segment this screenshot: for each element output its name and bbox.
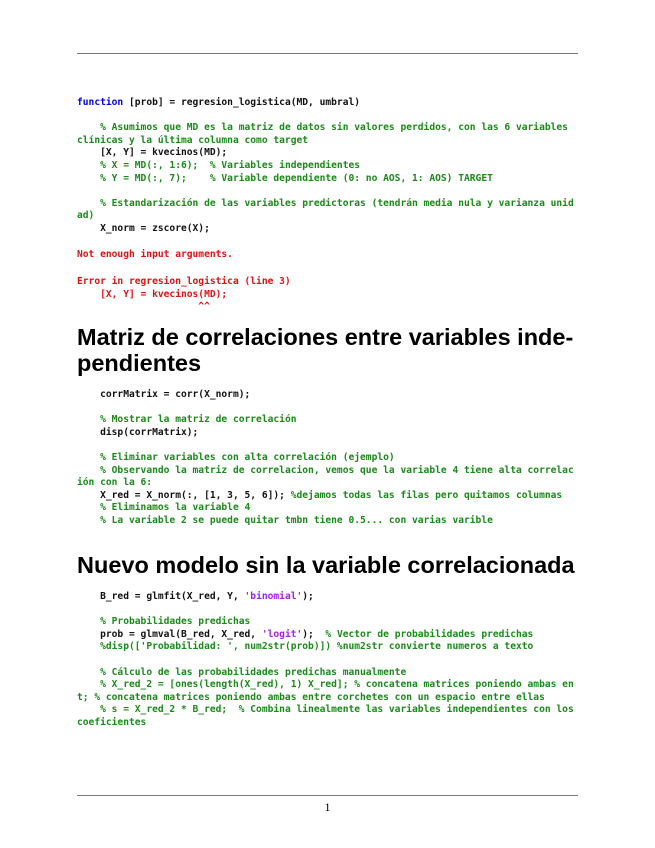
code-text: X_norm = zscore(X); [77, 222, 210, 234]
code-text [77, 616, 100, 627]
code-string: 'logit' [261, 628, 303, 640]
error-text: ^^ [77, 301, 210, 313]
code-text [77, 122, 100, 133]
code-comment: % Probabilidades predichas [100, 616, 251, 628]
code-block-function [77, 97, 578, 236]
code-comment: % Mostrar la matriz de correlación [100, 414, 297, 426]
heading-new-model: Nuevo modelo sin la variable correlacionada [77, 552, 575, 578]
code-text: disp(corrMatrix); [77, 426, 199, 438]
code-keyword: function [77, 97, 124, 108]
code-string: 'binomial' [244, 591, 303, 602]
code-comment: % Observando la matriz de correlacion, vemos que la variable 4 tiene alta correlación con la 6: [77, 464, 574, 489]
code-text [77, 515, 100, 526]
top-rule [77, 53, 578, 54]
code-comment: % s = X_red_2 * B_red; % Combina linealmente las variables independientes con los coeficientes [77, 704, 580, 728]
code-text: X_red = X_norm(:, [1, 3, 5, 6]); [77, 489, 291, 501]
code-text: ); [302, 628, 326, 640]
code-comment: % Eliminar variables con alta correlación (ejemplo) [100, 451, 395, 463]
code-text [77, 679, 100, 690]
code-text: B_red = glmfit(X_red, Y, [77, 591, 245, 602]
code-text [77, 704, 100, 715]
code-text [77, 173, 100, 184]
page-number: 1 [324, 800, 331, 814]
code-text [77, 502, 100, 513]
code-comment: % Eliminamos la variable 4 [100, 502, 251, 514]
code-text: corrMatrix = corr(X_norm); [77, 389, 251, 400]
code-text [77, 452, 100, 463]
bottom-rule [77, 795, 578, 796]
code-comment: % X_red_2 = [ones(length(X_red), 1) X_red]; % concatena matrices poniendo ambas ent; % concatena matrices poniendo ambas entre corchetes con un espacio entre ellas [77, 679, 574, 703]
error-text: Error in regresion_logistica (line 3) [77, 276, 291, 287]
code-text [77, 414, 100, 425]
code-block-model [77, 591, 578, 730]
code-comment: %dejamos todas las filas pero quitamos columnas [290, 489, 563, 501]
code-text: [X, Y] = kvecinos(MD); [77, 147, 228, 159]
code-comment: %disp(['Probabilidad: ', num2str(prob)]) %num2str convierte numeros a texto [100, 641, 534, 653]
code-text [77, 667, 100, 678]
code-comment: % La variable 2 se puede quitar tmbn tiene 0.5... con varias varible [100, 514, 493, 526]
code-block-correlation [77, 389, 578, 528]
code-text [77, 198, 100, 209]
code-text [77, 641, 100, 652]
code-text: ); [302, 591, 314, 602]
code-comment: % Estandarización de las variables predictoras (tendrán media nula y varianza unidad) [77, 197, 574, 222]
code-comment: % X = MD(:, 1:6); % Variables independientes [100, 159, 361, 171]
code-comment: % Y = MD(:, 7); % Variable dependiente (0: no AOS, 1: AOS) TARGET [100, 172, 493, 184]
code-text [77, 160, 100, 171]
code-comment: % Vector de probabilidades predichas [325, 628, 534, 640]
code-text: prob = glmval(B_red, X_red, [77, 628, 262, 640]
error-trace [77, 276, 578, 314]
code-text [77, 465, 100, 476]
error-text: [X, Y] = kvecinos(MD); [77, 288, 228, 300]
code-text: [prob] = regresion_logistica(MD, umbral) [123, 97, 361, 108]
code-comment: % Asumimos que MD es la matriz de datos sin valores perdidos, con las 6 variables clínicas y la última columna como target [77, 122, 574, 146]
error-message: Not enough input arguments. [77, 249, 233, 260]
code-comment: % Cálculo de las probabilidades predichas manualmente [100, 666, 407, 678]
heading-correlation-matrix: Matriz de correlaciones entre variables inde-pendientes [77, 324, 574, 376]
